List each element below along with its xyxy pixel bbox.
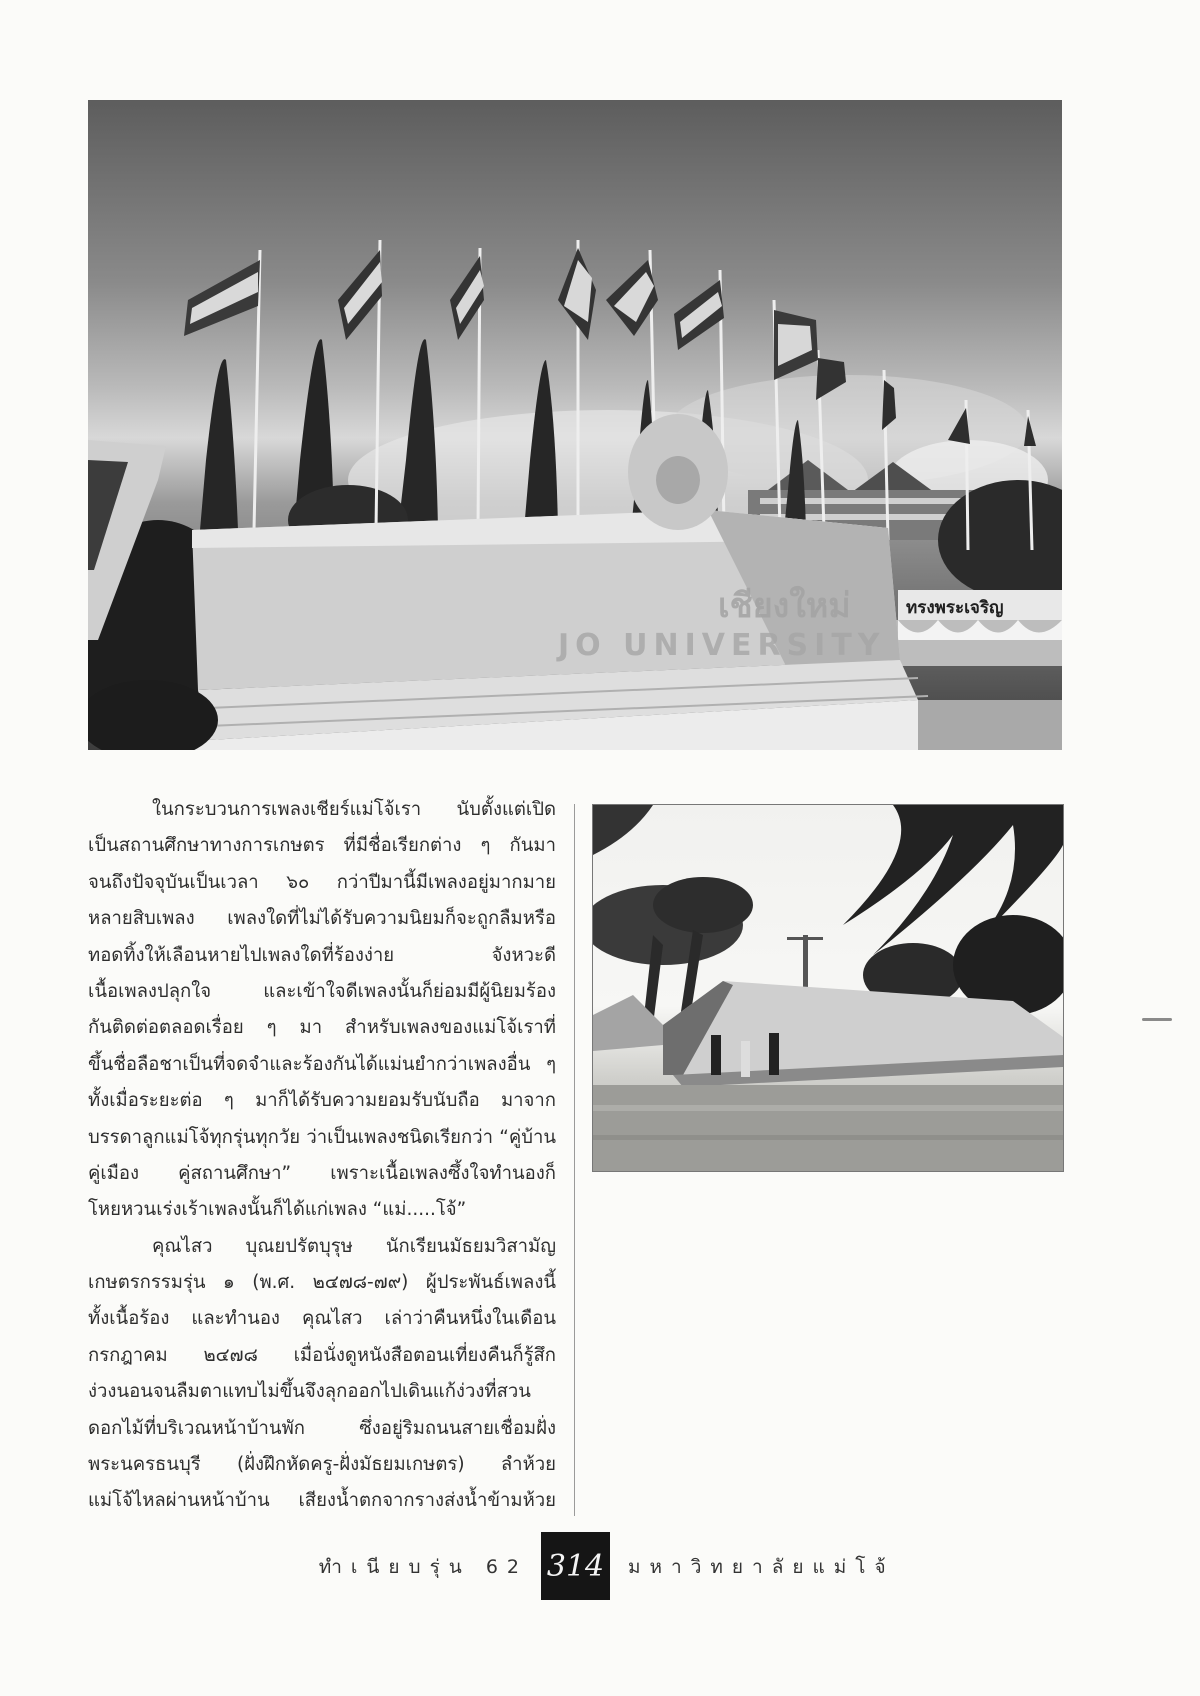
text-line: เนื้อเพลงปลุกใจ และเข้าใจดีเพลงนั้นก็ย่อมมีผู้นิยมร้อง [88, 980, 556, 1002]
text-line: ดอกไม้ที่บริเวณหน้าบ้านพัก ซึ่งอยู่ริมถนนสายเชื่อมฝั่ง [88, 1417, 556, 1439]
text-line: กรกฎาคม ๒๔๗๘ เมื่อนั่งดูหนังสือตอนเที่ยงคืนก็รู้สึก [88, 1344, 556, 1366]
text-line: หลายสิบเพลง เพลงใดที่ไม่ได้รับความนิยมก็จะถูกลืมหรือ [88, 908, 556, 930]
university-gate-photo [88, 100, 1062, 750]
column-divider [574, 804, 575, 1516]
footer-university-name: มหาวิทยาลัยแม่โจ้ [628, 1556, 895, 1578]
text-line: คุณไสว บุณยปรัตบุรุษ นักเรียนมัธยมวิสามัญ [152, 1235, 556, 1257]
sign-engraved-text-english: JO UNIVERSITY [558, 628, 886, 663]
text-line: เกษตรกรรมรุ่น ๑ (พ.ศ. ๒๔๗๘-๗๙) ผู้ประพันธ์เพลงนี้ [88, 1272, 556, 1294]
text-line: ขึ้นชื่อลือชาเป็นที่จดจำและร้องกันได้แม่นยำกว่าเพลงอื่น ๆ [88, 1053, 556, 1075]
text-line: ทอดทิ้งให้เลือนหายไปเพลงใดที่ร้องง่าย จังหวะดี [88, 944, 556, 966]
page-number: 314 [546, 1548, 605, 1584]
thatched-hut-photo [592, 804, 1064, 1172]
text-line: ทั้งเนื้อร้อง และทำนอง คุณไสว เล่าว่าคืนหนึ่งในเดือน [88, 1308, 556, 1330]
banner-text: ทรงพระเจริญ [906, 598, 1004, 618]
footer-publication-title: ทำเนียบรุ่น 62 [318, 1556, 528, 1578]
text-line: คู่เมือง คู่สถานศึกษา” เพราะเนื้อเพลงซึ้งใจทำนองก็ [88, 1162, 556, 1184]
thatched-hut-illustration [593, 805, 1063, 1171]
body-text-column [88, 792, 556, 1520]
scan-edge-mark [1142, 1018, 1172, 1021]
sign-engraved-text: เชียงใหม่ [718, 586, 851, 626]
text-line: ในกระบวนการเพลงเชียร์แม่โจ้เรา นับตั้งแต่เปิด [152, 799, 556, 820]
text-line: เป็นสถานศึกษาทางการเกษตร ที่มีชื่อเรียกต่าง ๆ กันมา [88, 835, 556, 857]
text-line: บรรดาลูกแม่โจ้ทุกรุ่นทุกวัย ว่าเป็นเพลงชนิดเรียกว่า “คู่บ้าน [88, 1126, 556, 1148]
page-footer [0, 1532, 1200, 1602]
text-line: กันติดต่อตลอดเรื่อย ๆ มา สำหรับเพลงของแม่โจ้เราที่ [88, 1017, 556, 1039]
page-number-box [541, 1532, 610, 1600]
text-line: จนถึงปัจจุบันเป็นเวลา ๖๐ กว่าปีมานี้มีเพลงอยู่มากมาย [88, 871, 556, 893]
text-line: โหยหวนเร่งเร้าเพลงนั้นก็ได้แก่เพลง “แม่.....โจ้” [88, 1199, 467, 1221]
text-line: ทั้งเมื่อระยะต่อ ๆ มาก็ได้รับความยอมรับนับถือ มาจาก [88, 1090, 556, 1112]
text-line: แม่โจ้ไหลผ่านหน้าบ้าน เสียงน้ำตกจากรางส่งน้ำข้ามห้วย [88, 1490, 556, 1512]
text-line: พระนครธนบุรี (ฝั่งฝึกหัดครู-ฝั่งมัธยมเกษตร) ลำห้วย [88, 1454, 556, 1476]
text-line: ง่วงนอนจนลืมตาแทบไม่ขึ้นจึงลุกออกไปเดินแก้ง่วงที่สวน [88, 1381, 531, 1403]
